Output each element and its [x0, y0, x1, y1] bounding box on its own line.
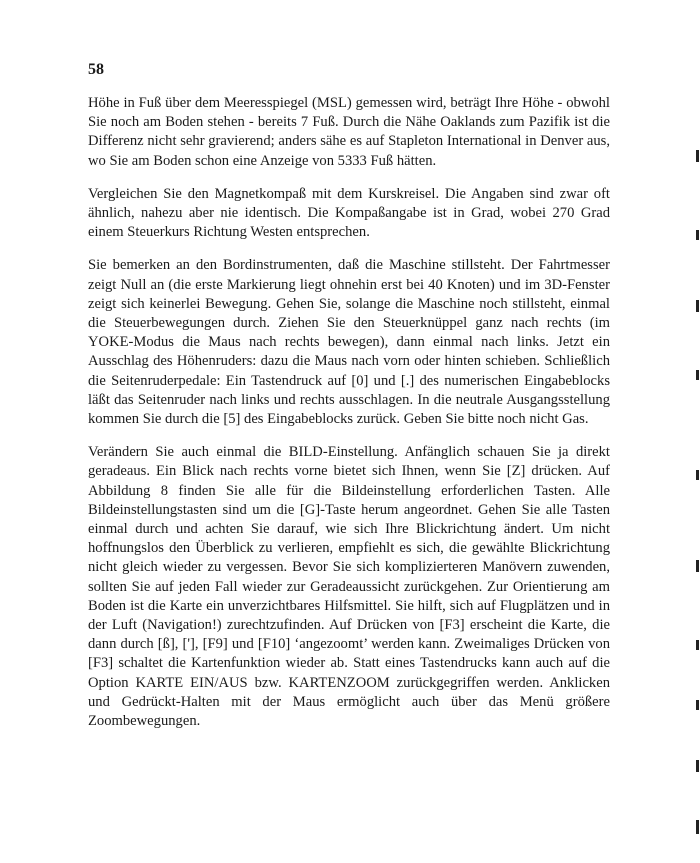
edge-mark — [696, 230, 699, 240]
edge-mark — [696, 820, 699, 834]
edge-mark — [696, 300, 699, 312]
paragraph-altitude: Höhe in Fuß über dem Meeresspiegel (MSL) gemessen wird, beträgt Ihre Höhe - obwohl Sie noch am Boden stehen - bereits 7 Fuß. Durch die Nähe Oaklands zum Pazifik ist die Differenz nicht sehr gravierend; anders sähe es auf Stapleton International in Denver aus, wo Sie am Boden schon eine Anzeige von 5333 Fuß hätten. — [88, 95, 610, 169]
paragraph-instruments: Sie bemerken an den Bordinstrumenten, daß die Maschine stillsteht. Der Fahrtmesser zeigt Null an (die erste Markierung liegt ohnehin erst bei 40 Knoten) und im 3D-Fenster zeigt sich keinerlei Bewegung. Gehen Sie, solange die Maschine noch stillsteht, einmal die Steuerbewegungen durch. Ziehen Sie den Steuerknüppel ganz nach rechts (im YOKE-Modus die Maus nach rechts bewegen), dann einmal nach links. Jetzt ein Ausschlag des Höhenruders: dazu die Maus nach vorn oder hinten schieben. Schließlich die Seitenruderpedale: Ein Tastendruck auf [0] und [.] des numerischen Eingabeblocks läßt das Seitenruder nach links und rechts ausschlagen. In die neutrale Ausgangsstellung kommen Sie durch die [5] des Eingabeblocks zurück. Geben Sie bitte noch nicht Gas. — [88, 257, 610, 428]
edge-mark — [696, 150, 699, 162]
paragraph-view-settings: Verändern Sie auch einmal die BILD-Einstellung. Anfänglich schauen Sie ja direkt geradeaus. Ein Blick nach rechts vorne bietet sich Ihnen, wenn Sie [Z] drücken. Auf Abbildung 8 finden Sie alle für die Bildeinstellung erforderlichen Tasten. Alle Bildeinstellungstasten sind um die [G]-Taste herum angeordnet. Gehen Sie alle Tasten einmal durch und achten Sie darauf, wie sich Ihre Blickrichtung ändert. Um nicht hoffnungslos den Überblick zu verlieren, empfiehlt es sich, die gewählte Blickrichtung nicht gleich wieder zu vergessen. Bevor Sie sich komplizierteren Manövern zuwenden, sollten Sie auf jeden Fall wieder zur Geradeaussicht zurückgehen. Zur Orientierung am Boden ist die Karte ein unverzichtbares Hilfsmittel. Sie hilft, sich auf Flugplätzen und in der Luft (Navigation!) zurechtzufinden. Auf Drücken von [F3] erscheint die Karte, die dann durch [ß], ['], [F9] und [F10] ‘angezoomt’ werden kann. Zweimaliges Drücken von [F3] schaltet die Kartenfunktion wieder ab. Statt eines Tastendrucks kann auch auf die Option KARTE EIN/AUS bzw. KARTENZOOM zurückgegriffen werden. Anklicken und Gedrückt-Halten mit der Maus ermöglicht auch über das Menü größere Zoombewegungen. — [88, 444, 610, 730]
edge-mark — [696, 760, 699, 772]
paragraph-compass: Vergleichen Sie den Magnetkompaß mit dem Kurskreisel. Die Angaben sind zwar oft ähnlich, nahezu aber nie identisch. Die Kompaßangabe ist in Grad, wobei 270 Grad einem Steuerkurs Richtung Westen entsprechen. — [88, 185, 610, 241]
edge-mark — [696, 700, 699, 710]
edge-mark — [696, 560, 699, 572]
edge-mark — [696, 370, 699, 380]
edge-mark — [696, 470, 699, 480]
page-edge-shadow — [692, 0, 700, 863]
edge-mark — [696, 640, 699, 650]
book-page — [88, 60, 610, 745]
page-number: 58 — [88, 61, 104, 78]
